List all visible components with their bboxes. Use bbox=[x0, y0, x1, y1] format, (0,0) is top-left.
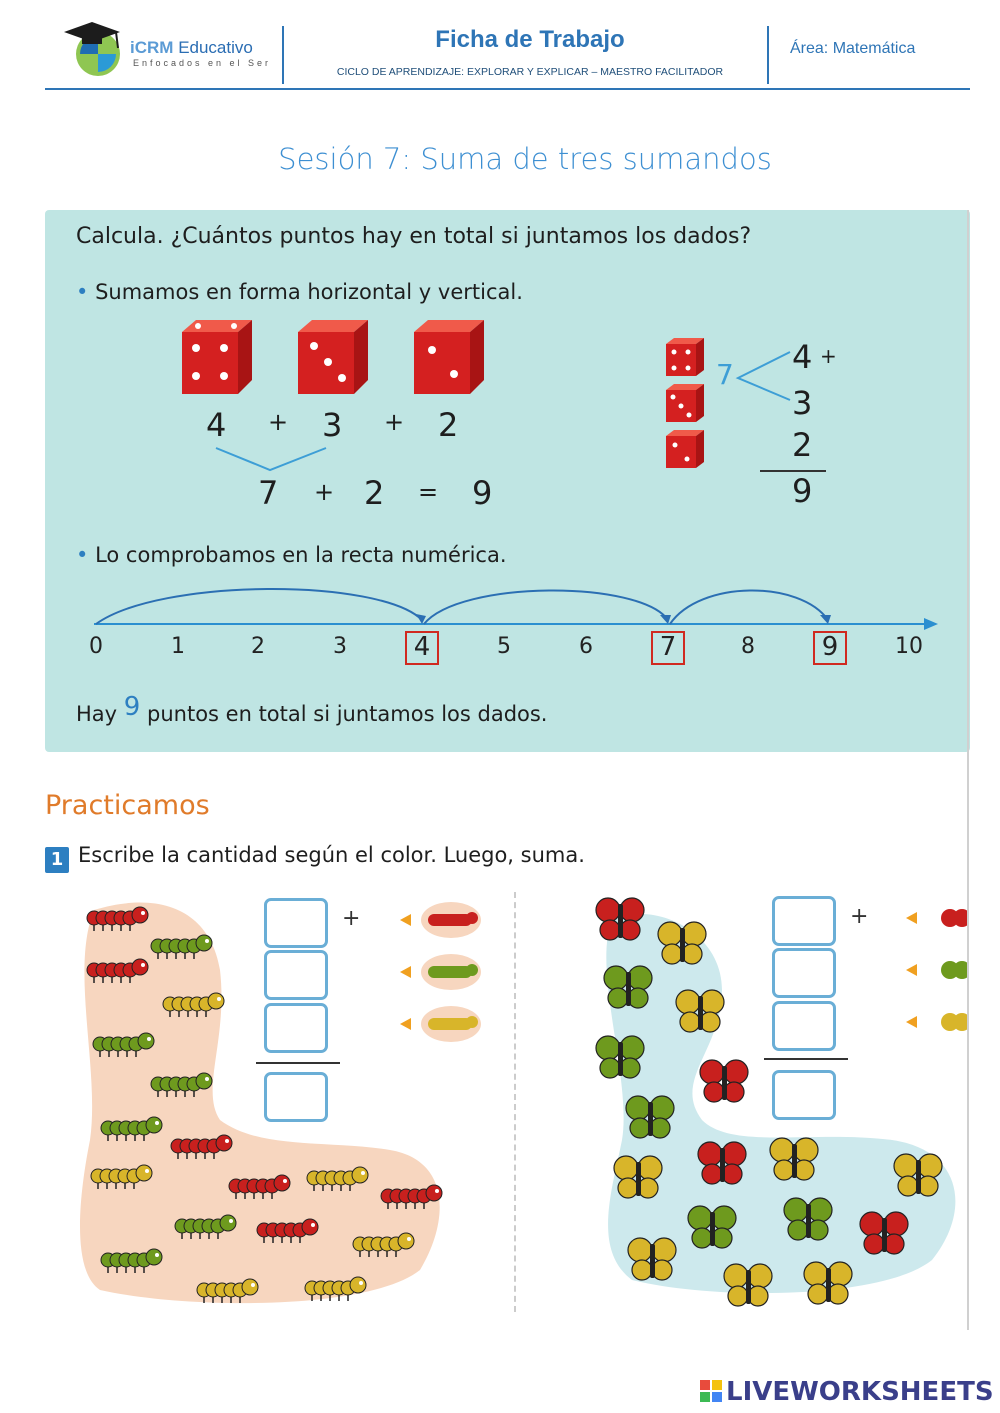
partial-sum: 7 bbox=[258, 474, 279, 512]
bullet-dot: • bbox=[76, 280, 89, 304]
caterpillar-icon bbox=[90, 1162, 154, 1192]
caterpillar-icon bbox=[306, 1164, 370, 1194]
butterfly-icon bbox=[696, 1140, 750, 1188]
vertical-plus: + bbox=[820, 344, 837, 368]
equals-sign: = bbox=[418, 478, 439, 506]
sum-line bbox=[256, 1062, 340, 1064]
green-caterpillar-icon bbox=[428, 964, 478, 978]
conclusion-answer: 9 bbox=[123, 692, 141, 722]
tick-label: 5 bbox=[497, 634, 511, 659]
tick-label-handwritten: 4 bbox=[413, 632, 431, 662]
vertical-addend-2: 3 bbox=[792, 384, 813, 422]
tick-label: 6 bbox=[579, 634, 593, 659]
header-divider bbox=[767, 26, 769, 84]
caterpillar-icon bbox=[228, 1172, 292, 1202]
answer-box-yellow[interactable] bbox=[264, 1003, 328, 1053]
pointer-arrow-icon bbox=[400, 1018, 411, 1030]
small-dice-stack bbox=[664, 336, 708, 476]
red-caterpillar-icon bbox=[428, 912, 478, 926]
exercise-instruction: Escribe la cantidad según el color. Luego, suma. bbox=[78, 843, 585, 867]
page-edge bbox=[967, 210, 969, 1330]
caterpillar-icon bbox=[100, 1114, 164, 1144]
butterfly-icon bbox=[612, 1154, 666, 1202]
bullet-number-line bbox=[76, 543, 507, 567]
caterpillar-icon bbox=[170, 1132, 234, 1162]
caterpillar-icon bbox=[174, 1212, 238, 1242]
session-title: Sesión 7: Suma de tres sumandos bbox=[278, 142, 772, 176]
tick-label: 2 bbox=[251, 634, 265, 659]
color-key-caterpillars bbox=[418, 900, 484, 1050]
plus-sign: + bbox=[268, 408, 289, 436]
tick-label: 8 bbox=[741, 634, 755, 659]
butterfly-icon bbox=[594, 1034, 648, 1082]
brace-connector bbox=[214, 446, 334, 476]
small-die-icon bbox=[666, 338, 704, 376]
caterpillar-icon bbox=[150, 932, 214, 962]
butterfly-icon bbox=[626, 1236, 680, 1284]
caterpillar-group bbox=[70, 890, 450, 1320]
small-die-icon bbox=[666, 430, 704, 468]
conclusion bbox=[76, 692, 548, 728]
answer-box-red[interactable] bbox=[264, 898, 328, 948]
butterfly-icon bbox=[768, 1136, 822, 1184]
sum-line bbox=[764, 1058, 848, 1060]
addend-3: 2 bbox=[438, 406, 459, 444]
bullet-number-line-text: Lo comprobamos en la recta numérica. bbox=[95, 543, 507, 567]
answer-box-total[interactable] bbox=[264, 1072, 328, 1122]
caterpillar-icon bbox=[86, 956, 150, 986]
dice-row bbox=[178, 318, 498, 398]
tick-label-handwritten: 9 bbox=[821, 632, 839, 662]
green-butterfly-icon bbox=[941, 961, 968, 979]
number-line-arrow-icon bbox=[924, 618, 938, 630]
conclusion-prefix: Hay bbox=[76, 702, 118, 726]
die-three-icon bbox=[298, 320, 368, 394]
die-two-icon bbox=[414, 320, 484, 394]
exercise-number-badge: 1 bbox=[45, 847, 69, 873]
caterpillar-icon bbox=[92, 1030, 156, 1060]
brand-name bbox=[130, 38, 253, 58]
butterfly-icon bbox=[722, 1262, 776, 1310]
conclusion-suffix: puntos en total si juntamos los dados. bbox=[147, 702, 548, 726]
tick-label: 1 bbox=[171, 634, 185, 659]
addend-1: 4 bbox=[206, 406, 227, 444]
plus-sign: + bbox=[384, 408, 405, 436]
vertical-addend-1: 4 bbox=[792, 338, 813, 376]
vertical-partial: 7 bbox=[716, 358, 734, 391]
answer-box-red[interactable] bbox=[772, 896, 836, 946]
pointer-arrow-icon bbox=[400, 966, 411, 978]
bullet-dot: • bbox=[76, 543, 89, 567]
butterfly-icon bbox=[602, 964, 656, 1012]
caterpillar-icon bbox=[162, 990, 226, 1020]
caterpillar-icon bbox=[304, 1274, 368, 1304]
vertical-addend-3: 2 bbox=[792, 426, 813, 464]
small-die-icon bbox=[666, 384, 704, 422]
liveworksheets-logo-icon bbox=[700, 1380, 724, 1404]
pointer-arrow-icon bbox=[906, 1016, 917, 1028]
answer-box-green[interactable] bbox=[264, 950, 328, 1000]
arc-arrowhead-icon bbox=[660, 615, 671, 624]
answer-box-total[interactable] bbox=[772, 1070, 836, 1120]
caterpillar-icon bbox=[380, 1182, 444, 1212]
addend-2: 3 bbox=[322, 406, 343, 444]
butterfly-icon bbox=[892, 1152, 946, 1200]
page-title: Ficha de Trabajo bbox=[435, 26, 625, 53]
butterfly-icon bbox=[656, 920, 710, 968]
red-butterfly-icon bbox=[941, 909, 968, 927]
color-key-butterflies bbox=[936, 902, 968, 1042]
brand-suffix: Educativo bbox=[178, 38, 253, 57]
tick-label-handwritten: 7 bbox=[659, 632, 677, 662]
butterfly-icon bbox=[802, 1260, 856, 1308]
caterpillar-icon bbox=[196, 1276, 260, 1306]
liveworksheets-logo: LIVEWORKSHEETS bbox=[726, 1377, 994, 1407]
header-divider bbox=[282, 26, 284, 84]
jump-arc bbox=[424, 590, 668, 624]
tick-label: 0 bbox=[89, 634, 103, 659]
butterfly-icon bbox=[782, 1196, 836, 1244]
yellow-caterpillar-icon bbox=[428, 1016, 478, 1030]
exercise-divider bbox=[514, 892, 516, 1312]
plus-sign: + bbox=[850, 904, 869, 929]
pointer-arrow-icon bbox=[906, 964, 917, 976]
butterfly-icon bbox=[686, 1204, 740, 1252]
butterfly-icon bbox=[594, 896, 648, 944]
vertical-brace bbox=[734, 348, 794, 408]
bullet-horizontal-text: Sumamos en forma horizontal y vertical. bbox=[95, 280, 523, 304]
graduation-cap-logo-icon bbox=[58, 14, 132, 80]
butterfly-icon bbox=[858, 1210, 912, 1258]
jump-arc bbox=[670, 590, 828, 624]
answer-box-green[interactable] bbox=[772, 948, 836, 998]
caterpillar-icon bbox=[352, 1230, 416, 1260]
lesson-question bbox=[76, 224, 751, 249]
plus-sign: + bbox=[314, 478, 335, 506]
brand-name-bold: iCRM bbox=[130, 38, 174, 57]
jump-arc bbox=[96, 589, 422, 624]
answer-box-yellow[interactable] bbox=[772, 1001, 836, 1051]
pointer-arrow-icon bbox=[906, 912, 917, 924]
addend-last: 2 bbox=[364, 474, 385, 512]
caterpillar-icon bbox=[86, 904, 150, 934]
number-line-labels bbox=[80, 632, 950, 672]
plus-sign: + bbox=[342, 906, 361, 931]
page-subtitle: CICLO DE APRENDIZAJE: EXPLORAR Y EXPLICAR – MAESTRO FACILITADOR bbox=[336, 66, 724, 78]
tick-label: 3 bbox=[333, 634, 347, 659]
header-rule bbox=[45, 88, 970, 90]
vertical-result: 9 bbox=[792, 472, 813, 510]
bullet-horizontal bbox=[76, 280, 523, 304]
pointer-arrow-icon bbox=[400, 914, 411, 926]
practice-heading: Practicamos bbox=[45, 790, 210, 821]
butterfly-icon bbox=[674, 988, 728, 1036]
butterfly-icon bbox=[698, 1058, 752, 1106]
horizontal-result: 9 bbox=[472, 474, 493, 512]
brand-tagline: Enfocados en el Ser bbox=[133, 58, 272, 68]
area-label: Área: Matemática bbox=[790, 40, 916, 57]
caterpillar-icon bbox=[150, 1070, 214, 1100]
tick-label: 10 bbox=[895, 634, 923, 659]
caterpillar-icon bbox=[100, 1246, 164, 1276]
butterfly-icon bbox=[624, 1094, 678, 1142]
lesson-question-text: Calcula. ¿Cuántos puntos hay en total si juntamos los dados? bbox=[76, 224, 752, 249]
arc-arrowhead-icon bbox=[820, 615, 831, 624]
caterpillar-icon bbox=[256, 1216, 320, 1246]
yellow-butterfly-icon bbox=[941, 1013, 968, 1031]
die-four-icon bbox=[182, 320, 252, 394]
